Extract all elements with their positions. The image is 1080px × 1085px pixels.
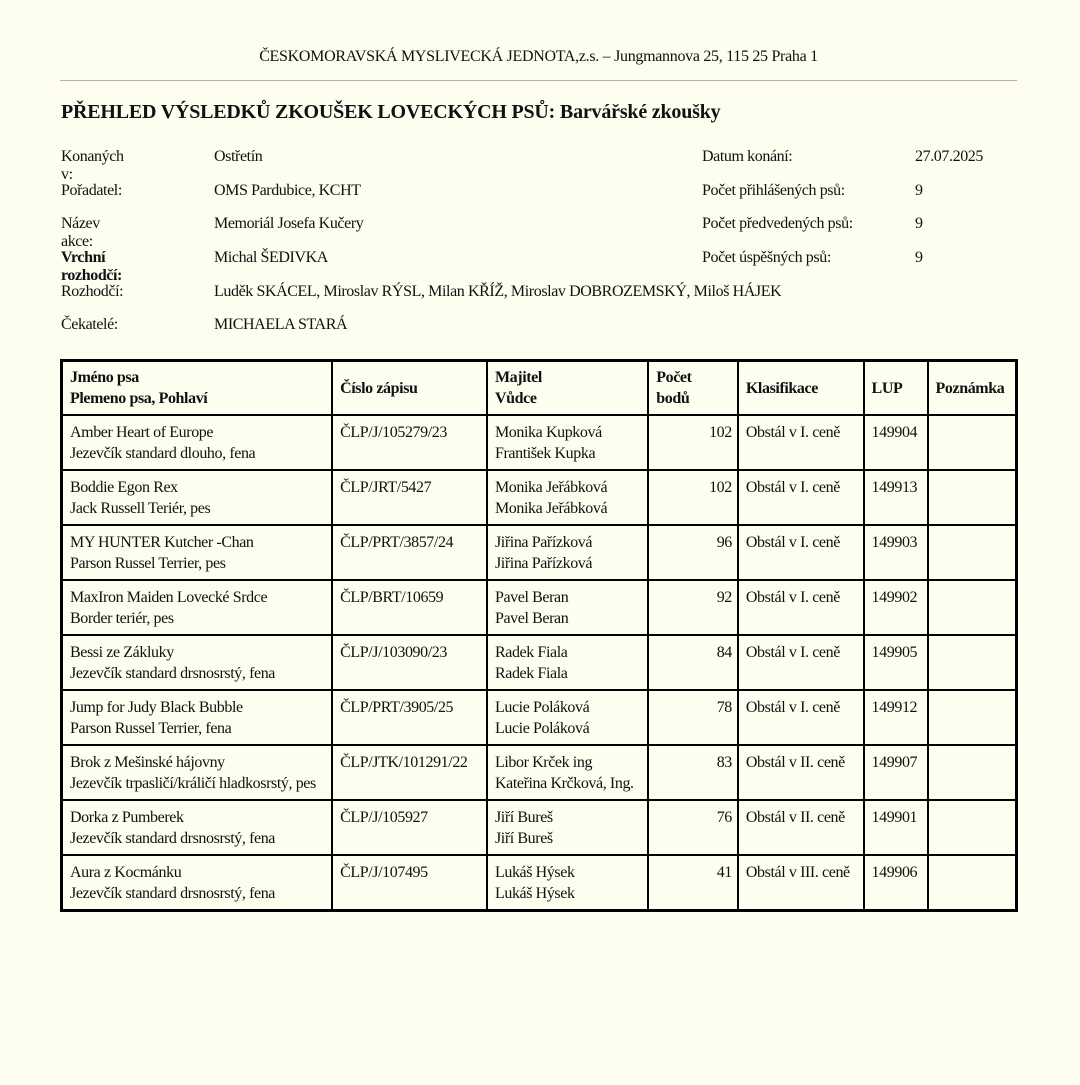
header-points: Počet bodů [648, 361, 738, 416]
handler-name: Jiřina Pařízková [494, 555, 593, 572]
owner-handler-cell [487, 415, 648, 470]
lup-cell: 149904 [864, 415, 928, 470]
header-note: Poznámka [928, 361, 1017, 416]
owner-name: Pavel Beran [494, 589, 569, 606]
handler-name: Jiří Bureš [494, 830, 553, 847]
table-row [62, 635, 1017, 690]
table-row [62, 470, 1017, 525]
dog-breed: Jezevčík standard drsnosrstý, fena [70, 830, 275, 847]
classification-cell: Obstál v I. ceně [738, 580, 864, 635]
owner-handler-cell [487, 800, 648, 855]
presented-dogs-value: 9 [915, 215, 923, 232]
venue-label: Konaných v: [61, 148, 124, 183]
points-cell: 78 [648, 690, 738, 745]
owner-name: Monika Kupková [494, 424, 602, 441]
owner-name: Lukáš Hýsek [494, 864, 575, 881]
owner-name: Radek Fiala [494, 644, 568, 661]
table-row [62, 690, 1017, 745]
note-cell [928, 800, 1017, 855]
header-divider [60, 80, 1017, 81]
dog-breed: Parson Russel Terrier, fena [70, 720, 232, 737]
lup-cell: 149912 [864, 690, 928, 745]
note-cell [928, 855, 1017, 911]
classification-cell: Obstál v I. ceně [738, 415, 864, 470]
header-registration: Číslo zápisu [332, 361, 487, 416]
owner-handler-cell [487, 690, 648, 745]
registration-cell: ČLP/PRT/3857/24 [332, 525, 487, 580]
handler-name: Lukáš Hýsek [494, 885, 575, 902]
owner-name: Lucie Poláková [494, 699, 590, 716]
organizer-label: Pořadatel: [61, 182, 122, 199]
owner-name: Jiří Bureš [494, 809, 553, 826]
lup-cell: 149905 [864, 635, 928, 690]
presented-dogs-label: Počet předvedených psů: [702, 215, 853, 232]
owner-handler-cell [487, 855, 648, 911]
owner-name: Jiřina Pařízková [494, 534, 593, 551]
dog-breed: Jack Russell Teriér, pes [70, 500, 211, 517]
points-cell: 96 [648, 525, 738, 580]
header-lup: LUP [864, 361, 928, 416]
owner-handler-cell [487, 470, 648, 525]
organization-header: ČESKOMORAVSKÁ MYSLIVECKÁ JEDNOTA,z.s. – Jungmannova 25, 115 25 Praha 1 [259, 48, 818, 65]
note-cell [928, 415, 1017, 470]
dog-name: Bessi ze Zákluky [70, 644, 174, 661]
dog-name: MaxIron Maiden Lovecké Srdce [70, 589, 268, 606]
trainees-value: MICHAELA STARÁ [214, 316, 348, 333]
chief-judge-value: Michal ŠEDIVKA [214, 249, 328, 266]
trainees-label: Čekatelé: [61, 316, 118, 333]
dog-cell [62, 855, 333, 911]
owner-name: Monika Jeřábková [494, 479, 608, 496]
lup-cell: 149907 [864, 745, 928, 800]
dog-cell [62, 690, 333, 745]
dog-cell [62, 525, 333, 580]
table-row [62, 745, 1017, 800]
dog-name: Amber Heart of Europe [70, 424, 214, 441]
dog-breed: Jezevčík standard dlouho, fena [70, 445, 256, 462]
lup-cell: 149901 [864, 800, 928, 855]
lup-cell: 149903 [864, 525, 928, 580]
page-title: PŘEHLED VÝSLEDKŮ ZKOUŠEK LOVECKÝCH PSŮ: Barvářské zkoušky [61, 101, 721, 123]
handler-name: Kateřina Krčková, Ing. [494, 775, 634, 792]
dog-name: Jump for Judy Black Bubble [70, 699, 243, 716]
points-cell: 84 [648, 635, 738, 690]
dog-breed: Jezevčík trpasličí/králičí hladkosrstý, pes [70, 775, 316, 792]
note-cell [928, 525, 1017, 580]
points-cell: 92 [648, 580, 738, 635]
points-cell: 76 [648, 800, 738, 855]
points-cell: 83 [648, 745, 738, 800]
table-row [62, 855, 1017, 911]
registration-cell: ČLP/PRT/3905/25 [332, 690, 487, 745]
dog-breed: Jezevčík standard drsnosrstý, fena [70, 885, 275, 902]
note-cell [928, 635, 1017, 690]
note-cell [928, 580, 1017, 635]
registered-dogs-value: 9 [915, 182, 923, 199]
points-cell: 102 [648, 470, 738, 525]
handler-name: František Kupka [494, 445, 596, 462]
header-classification: Klasifikace [738, 361, 864, 416]
registration-cell: ČLP/J/103090/23 [332, 635, 487, 690]
event-name-value: Memoriál Josefa Kučery [214, 215, 364, 232]
table-row [62, 415, 1017, 470]
dog-breed: Jezevčík standard drsnosrstý, fena [70, 665, 275, 682]
lup-cell: 149906 [864, 855, 928, 911]
handler-name: Radek Fiala [494, 665, 568, 682]
classification-cell: Obstál v I. ceně [738, 635, 864, 690]
lup-cell: 149902 [864, 580, 928, 635]
dog-cell [62, 470, 333, 525]
handler-name: Lucie Poláková [494, 720, 590, 737]
handler-name: Pavel Beran [494, 610, 569, 627]
dog-cell [62, 800, 333, 855]
classification-cell: Obstál v I. ceně [738, 525, 864, 580]
classification-cell: Obstál v I. ceně [738, 470, 864, 525]
table-header-row [62, 361, 1017, 416]
dog-name: Boddie Egon Rex [70, 479, 178, 496]
dog-cell [62, 580, 333, 635]
owner-handler-cell [487, 525, 648, 580]
handler-name: Monika Jeřábková [494, 500, 608, 517]
classification-cell: Obstál v III. ceně [738, 855, 864, 911]
dog-cell [62, 635, 333, 690]
registration-cell: ČLP/BRT/10659 [332, 580, 487, 635]
note-cell [928, 470, 1017, 525]
header-dog-name: Jméno psa Plemeno psa, Pohlaví [62, 361, 333, 416]
note-cell [928, 690, 1017, 745]
registration-cell: ČLP/J/107495 [332, 855, 487, 911]
registration-cell: ČLP/J/105927 [332, 800, 487, 855]
table-row [62, 800, 1017, 855]
dog-name: MY HUNTER Kutcher -Chan [70, 534, 254, 551]
judges-label: Rozhodčí: [61, 283, 124, 300]
dog-breed: Parson Russel Terrier, pes [70, 555, 226, 572]
points-cell: 102 [648, 415, 738, 470]
chief-judge-label: Vrchní rozhodčí: [61, 249, 122, 284]
points-cell: 41 [648, 855, 738, 911]
registration-cell: ČLP/JRT/5427 [332, 470, 487, 525]
registration-cell: ČLP/J/105279/23 [332, 415, 487, 470]
event-name-label: Název akce: [61, 215, 100, 250]
owner-handler-cell [487, 745, 648, 800]
successful-dogs-label: Počet úspěšných psů: [702, 249, 831, 266]
owner-handler-cell [487, 580, 648, 635]
dog-name: Brok z Mešinské hájovny [70, 754, 225, 771]
dog-breed: Border teriér, pes [70, 610, 174, 627]
dog-name: Aura z Kocmánku [70, 864, 182, 881]
organizer-value: OMS Pardubice, KCHT [214, 182, 361, 199]
lup-cell: 149913 [864, 470, 928, 525]
date-value: 27.07.2025 [915, 148, 984, 165]
venue-value: Ostřetín [214, 148, 263, 165]
dog-cell [62, 415, 333, 470]
table-row [62, 525, 1017, 580]
table-row [62, 580, 1017, 635]
registered-dogs-label: Počet přihlášených psů: [702, 182, 845, 199]
note-cell [928, 745, 1017, 800]
owner-name: Libor Krček ing [494, 754, 593, 771]
classification-cell: Obstál v II. ceně [738, 745, 864, 800]
successful-dogs-value: 9 [915, 249, 923, 266]
dog-name: Dorka z Pumberek [70, 809, 184, 826]
date-label: Datum konání: [702, 148, 793, 165]
classification-cell: Obstál v I. ceně [738, 690, 864, 745]
registration-cell: ČLP/JTK/101291/22 [332, 745, 487, 800]
results-table [60, 359, 1018, 912]
owner-handler-cell [487, 635, 648, 690]
header-owner-handler: Majitel Vůdce [487, 361, 648, 416]
dog-cell [62, 745, 333, 800]
judges-value: Luděk SKÁCEL, Miroslav RÝSL, Milan KŘÍŽ, Miroslav DOBROZEMSKÝ, Miloš HÁJEK [214, 283, 782, 300]
classification-cell: Obstál v II. ceně [738, 800, 864, 855]
